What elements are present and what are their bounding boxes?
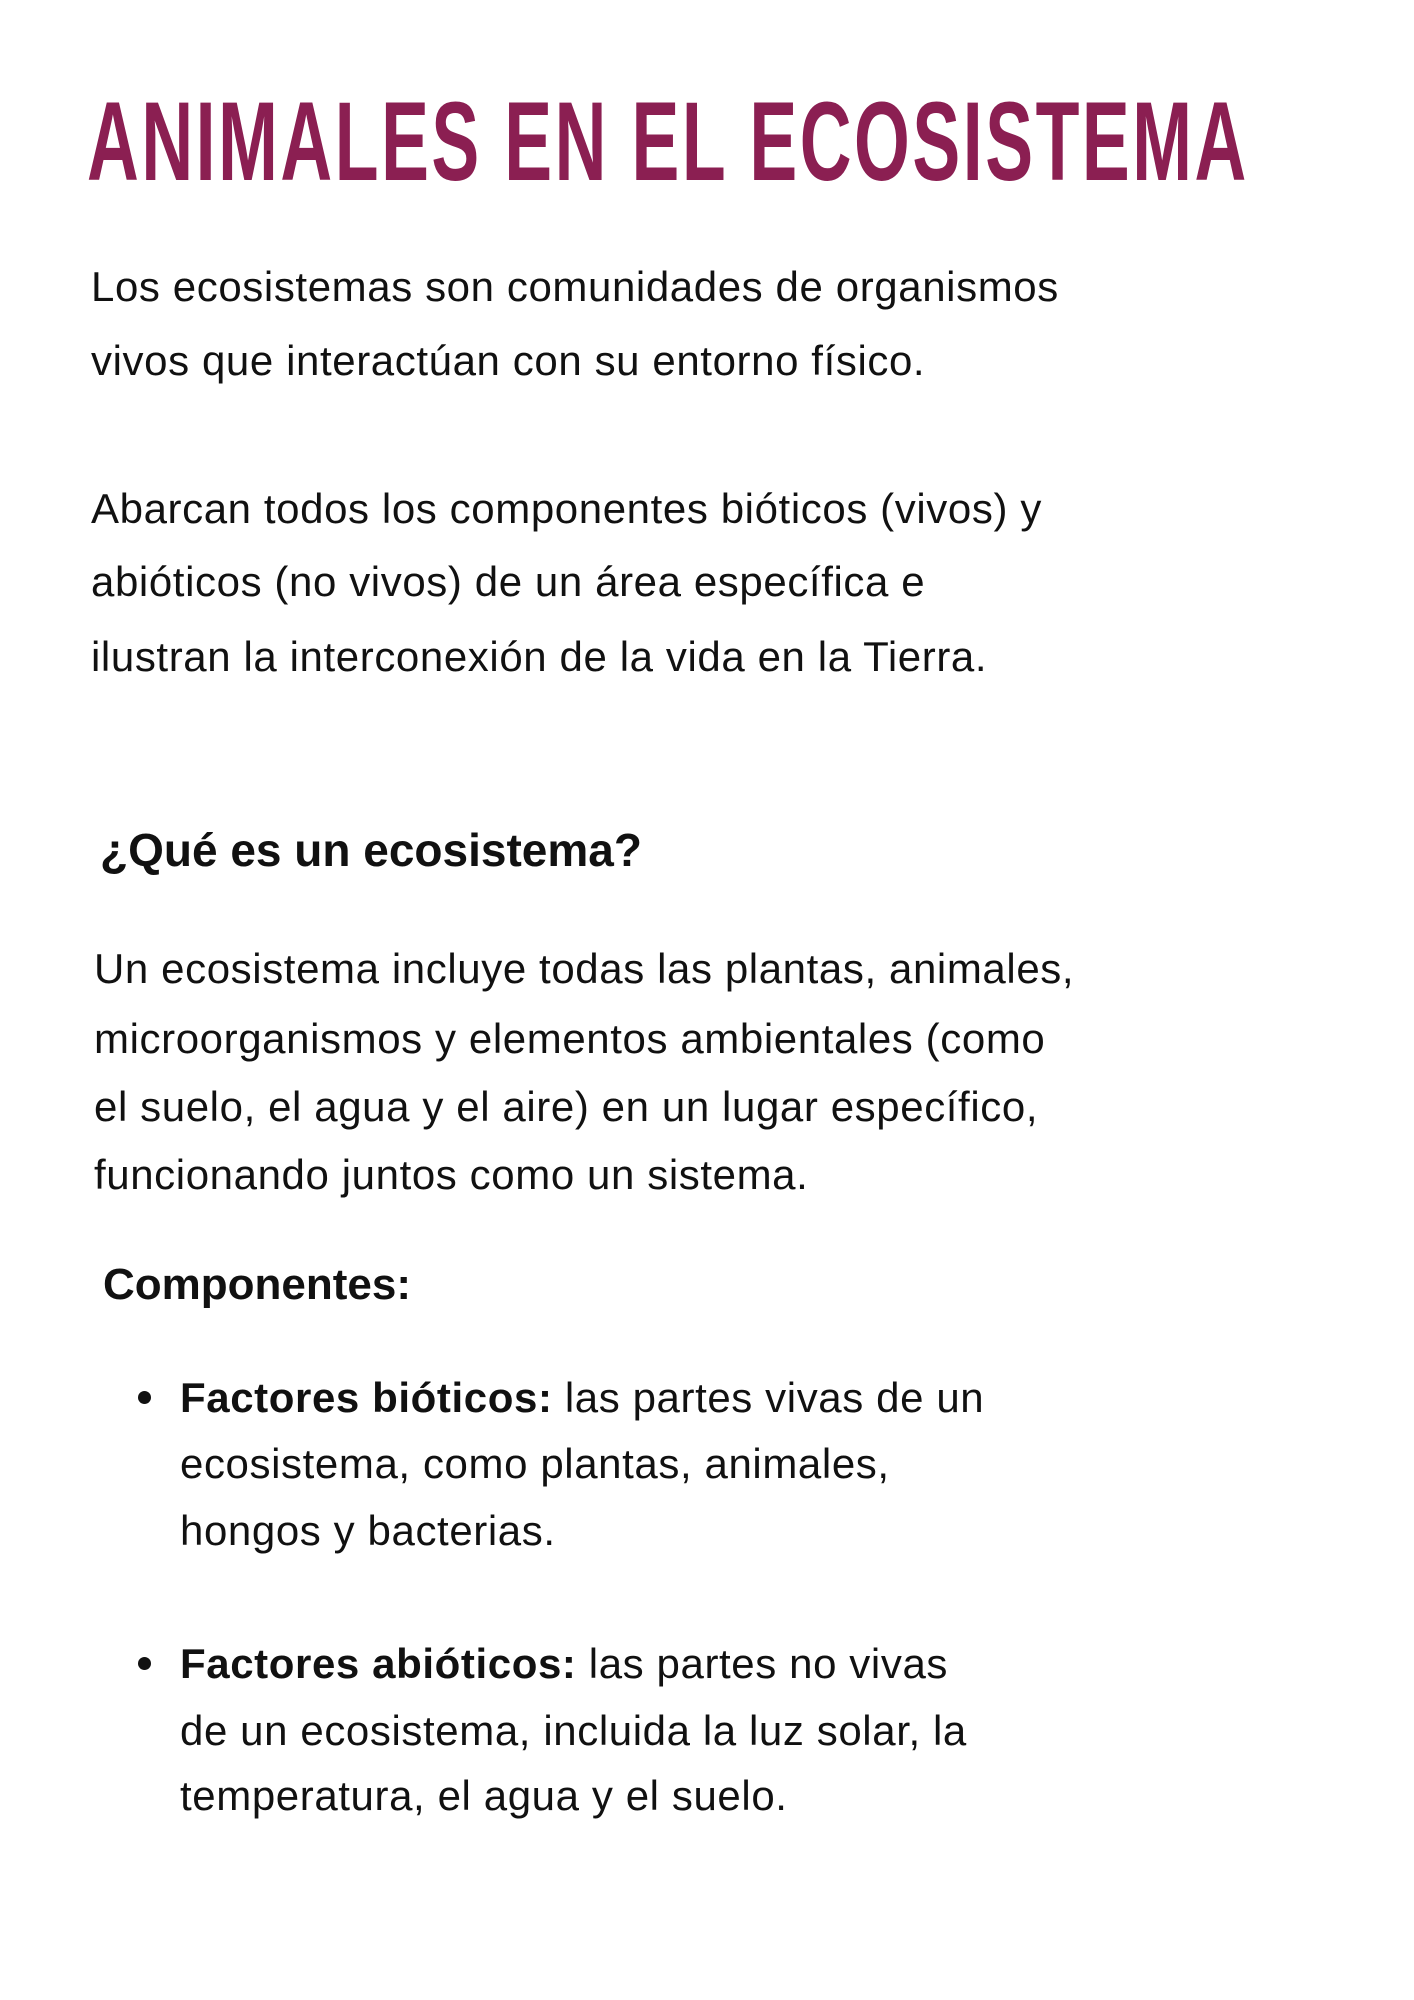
intro-line: abióticos (no vivos) de un área específica e (91, 558, 926, 605)
component-text: las partes no vivas (576, 1640, 949, 1687)
bullet-icon (138, 1657, 151, 1670)
section-line: el suelo, el agua y el aire) en un lugar específico, (94, 1083, 1039, 1130)
components-heading: Componentes: (103, 1260, 411, 1309)
page-title: ANIMALES EN EL ECOSISTEMA (87, 79, 1249, 204)
intro-line: ilustran la interconexión de la vida en la Tierra. (91, 633, 988, 680)
bullet-icon (138, 1391, 151, 1404)
section-line: microorganismos y elementos ambientales (como (94, 1015, 1046, 1062)
intro-line: Abarcan todos los componentes bióticos (vivos) y (91, 485, 1042, 532)
intro-line: vivos que interactúan con su entorno físico. (91, 337, 926, 384)
component-term: Factores abióticos: (180, 1640, 577, 1687)
component-term: Factores bióticos: (180, 1374, 553, 1421)
component-text: ecosistema, como plantas, animales, (180, 1440, 890, 1487)
section-heading: ¿Qué es un ecosistema? (100, 824, 642, 876)
component-text: hongos y bacterias. (180, 1507, 556, 1554)
intro-line: Los ecosistemas son comunidades de organismos (91, 263, 1059, 310)
component-text: de un ecosistema, incluida la luz solar, la (180, 1707, 967, 1754)
section-line: Un ecosistema incluye todas las plantas, animales, (94, 945, 1075, 992)
section-line: funcionando juntos como un sistema. (94, 1151, 809, 1198)
component-text: las partes vivas de un (552, 1374, 985, 1421)
component-text: temperatura, el agua y el suelo. (180, 1772, 788, 1819)
